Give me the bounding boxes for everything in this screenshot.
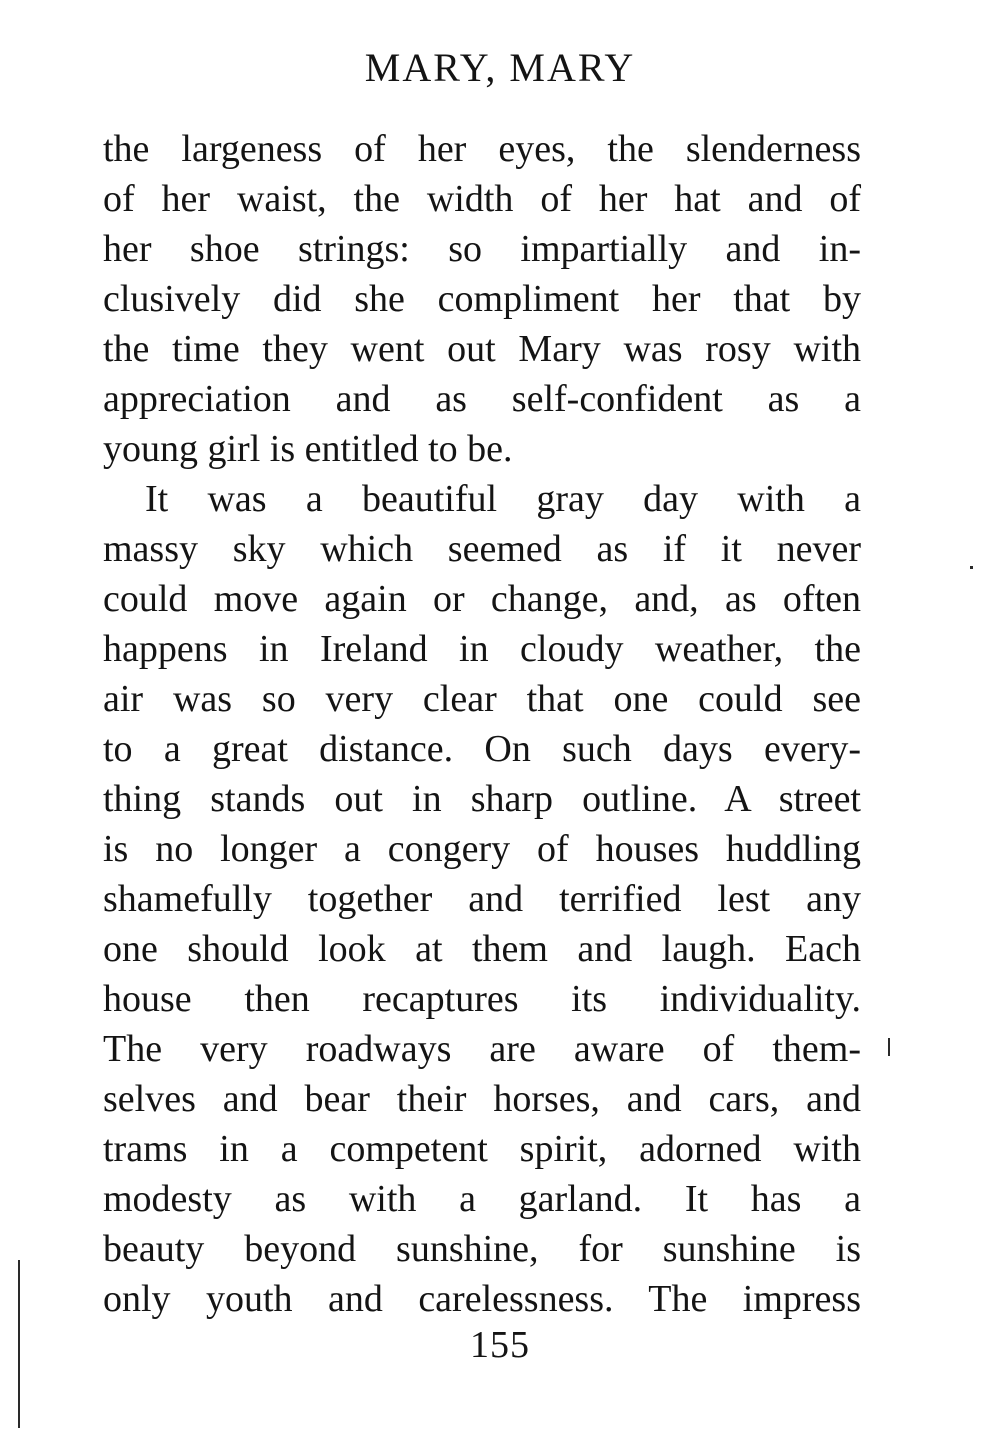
text-line: the largeness of her eyes, the slenderness xyxy=(103,128,861,170)
text-line: modesty as with a garland. It has a xyxy=(103,1178,861,1220)
text-line: house then recaptures its individuality. xyxy=(103,978,861,1020)
text-line: the time they went out Mary was rosy with xyxy=(103,328,861,370)
scan-edge-mark xyxy=(18,1260,20,1428)
page-number: 155 xyxy=(470,1324,530,1366)
text-line: is no longer a congery of houses huddling xyxy=(103,828,861,870)
body-text xyxy=(103,124,861,1324)
scan-speck xyxy=(970,566,973,569)
text-line: appreciation and as self-confident as a xyxy=(103,378,861,420)
text-line: trams in a competent spirit, adorned with xyxy=(103,1128,861,1170)
text-line-paragraph-start: It was a beautiful gray day with a xyxy=(145,478,861,520)
text-line: The very roadways are aware of them- xyxy=(103,1028,861,1070)
text-line: beauty beyond sunshine, for sunshine is xyxy=(103,1228,861,1270)
text-line: shamefully together and terrified lest any xyxy=(103,878,861,920)
text-line: to a great distance. On such days every- xyxy=(103,728,861,770)
text-line: only youth and carelessness. The impress xyxy=(103,1278,861,1320)
text-line: massy sky which seemed as if it never xyxy=(103,528,861,570)
text-line: clusively did she compliment her that by xyxy=(103,278,861,320)
text-line: selves and bear their horses, and cars, and xyxy=(103,1078,861,1120)
text-line: her shoe strings: so impartially and in- xyxy=(103,228,861,270)
text-line: thing stands out in sharp outline. A street xyxy=(103,778,861,820)
text-line: air was so very clear that one could see xyxy=(103,678,861,720)
text-line: could move again or change, and, as often xyxy=(103,578,861,620)
text-line: of her waist, the width of her hat and of xyxy=(103,178,861,220)
text-line: happens in Ireland in cloudy weather, the xyxy=(103,628,861,670)
scan-edge-mark xyxy=(888,1038,890,1056)
running-head-title: MARY, MARY xyxy=(364,45,636,90)
text-line-paragraph-end: young girl is entitled to be. xyxy=(103,428,513,470)
text-line: one should look at them and laugh. Each xyxy=(103,928,861,970)
